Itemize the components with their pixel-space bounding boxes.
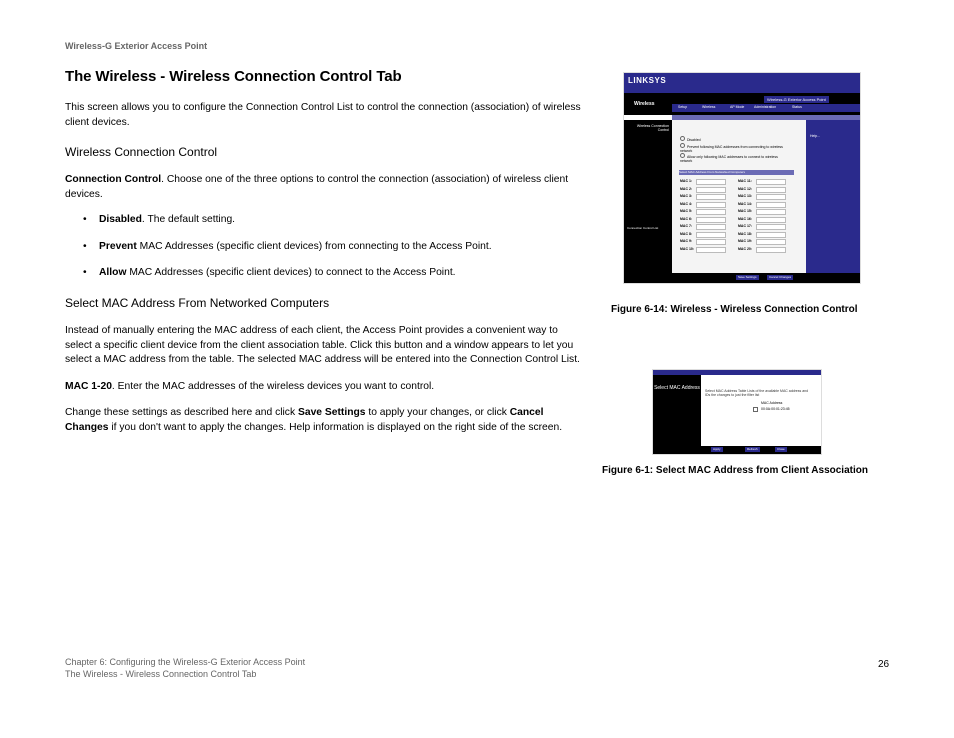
section-title: The Wireless - Wireless Connection Control Tab [65, 68, 402, 85]
running-head: Wireless-G Exterior Access Point [65, 41, 208, 51]
select-line-3: select a MAC address from the table. The selected MAC address will be entered into the Connection Control List. [65, 354, 580, 365]
footer-chapter: Chapter 6: Configuring the Wireless-G Exterior Access Point [65, 657, 306, 667]
bullet-dot: • [83, 241, 87, 252]
change-line-1 [65, 406, 590, 421]
s1-section-name: Wireless [634, 101, 655, 107]
intro-paragraph [65, 101, 590, 130]
mac-input[interactable] [756, 179, 786, 185]
cc-line-2: devices. [65, 188, 103, 200]
s1-tabs [672, 104, 860, 112]
mac-label: MAC 13: [738, 194, 753, 198]
mac-input[interactable] [756, 224, 786, 230]
mac-input[interactable] [696, 217, 726, 223]
mac-label: MAC 15: [738, 209, 753, 213]
mac-label: MAC 16: [738, 216, 753, 221]
mac-label: MAC 5: [680, 209, 693, 213]
page-number: 26 [878, 659, 890, 670]
mac-input[interactable] [756, 187, 786, 193]
mac-label: MAC 18: [738, 231, 753, 236]
s2-apply-button[interactable]: Apply [713, 447, 721, 451]
mac-label: MAC 6: [680, 216, 693, 221]
mac-label: MAC 19: [738, 239, 753, 243]
bullet-text [99, 213, 235, 228]
mac-label: MAC 14: [738, 201, 753, 206]
change-line-2 [65, 421, 590, 436]
mac-input[interactable] [696, 232, 726, 238]
bullet-desc: . The default setting. [141, 214, 236, 225]
intro-line-2: client devices. [65, 116, 130, 128]
s1-cancel-changes-button[interactable]: Cancel Changes [769, 275, 792, 279]
mac-label: MAC 3: [680, 194, 693, 198]
bullet-desc: MAC Addresses (specific client devices) to connect to the Access Point. [126, 267, 456, 278]
change-paragraph [65, 406, 590, 435]
figure-6-14-caption: Figure 6-14: Wireless - Wireless Connection Control [611, 304, 858, 315]
mac-input[interactable] [756, 239, 786, 245]
select-line-2: select a specific client device from the client association table. Click this button and a window appears to let you [65, 339, 574, 351]
connection-control-paragraph [65, 173, 590, 202]
mac-label: MAC 9: [680, 239, 693, 243]
s2-bottom-bar [653, 446, 821, 454]
changes-term: Changes [65, 421, 109, 433]
mac-label: MAC 11: [738, 179, 752, 183]
s2-mac-value: 00:0A:00:01:23:45 [761, 407, 790, 411]
figure-wireless-connection-control-screenshot [623, 72, 861, 284]
mac-label: MAC 8: [680, 231, 693, 236]
bullet-term: Allow [99, 267, 127, 278]
s1-option-allow[interactable]: Allow only following MAC addresses to connect to wireless network [680, 155, 778, 163]
s1-left-panel [624, 120, 672, 273]
mac-term: MAC 1-20 [65, 381, 112, 392]
footer-section: The Wireless - Wireless Connection Control Tab [65, 669, 257, 679]
s2-column-header: MAC Address [761, 401, 783, 405]
s1-left-label: Wireless Connection Control [636, 124, 669, 132]
mac-input[interactable] [696, 202, 726, 208]
s1-tab-admin[interactable]: Administration [754, 105, 777, 109]
cancel-term: Cancel [509, 407, 544, 418]
mac-label: MAC 10: [680, 246, 695, 251]
bullet-dot: • [83, 267, 87, 278]
s1-option-prevent[interactable]: Prevent following MAC addresses from connecting to wireless network [680, 145, 783, 153]
mac-label: MAC 20: [738, 246, 753, 251]
mac-label: MAC 2: [680, 186, 693, 191]
s1-product-name: Wireless-G Exterior Access Point [764, 96, 829, 103]
mac-input[interactable] [696, 247, 726, 253]
mac-input[interactable] [696, 194, 726, 200]
s2-title: Select MAC Address [654, 385, 700, 391]
s1-tab-setup[interactable]: Setup [678, 105, 688, 109]
bullet-text [99, 240, 492, 255]
cc-term: Connection Control [65, 174, 162, 185]
bullet-term: Disabled [99, 214, 142, 225]
mac-input[interactable] [696, 239, 726, 245]
s1-header-bar [624, 73, 860, 93]
mac-input[interactable] [756, 217, 786, 223]
s1-save-settings-button[interactable]: Save Settings [738, 275, 757, 279]
intro-line-1: This screen allows you to configure the Connection Control List to control the connection (association) of wireless [65, 102, 581, 113]
mac-paragraph [65, 380, 590, 395]
mac-label: MAC 12: [738, 186, 753, 191]
figure-select-mac-screenshot [652, 369, 822, 455]
mac-label: MAC 7: [680, 224, 693, 228]
s1-tab-apmode[interactable]: AP Mode [730, 105, 745, 109]
mac-input[interactable] [696, 209, 726, 215]
select-line-1: Instead of manually entering the MAC address of each client, the Access Point provides a convenient way to [65, 325, 558, 336]
mac-label: MAC 4: [680, 201, 693, 206]
cc-text: . Choose one of the three options to control the connection (association) of wireless client [161, 174, 569, 185]
s2-main-panel [701, 375, 821, 447]
subheading-wireless-connection-control: Wireless Connection Control [65, 145, 218, 159]
s1-select-mac-button[interactable]: Select MAC Address From Networked Computers [679, 170, 794, 175]
mac-input[interactable] [756, 232, 786, 238]
mac-label: MAC 17: [738, 224, 753, 228]
mac-input[interactable] [756, 247, 786, 253]
bullet-desc: MAC Addresses (specific client devices) from connecting to the Access Point. [136, 241, 492, 252]
change-post: if you don't want to apply the changes. Help information is displayed on the right side of the screen. [108, 421, 563, 433]
bullet-term: Prevent [99, 241, 137, 252]
change-mid: to apply your changes, or click [365, 407, 510, 418]
linksys-logo: LINKSYS [628, 76, 667, 85]
mac-input[interactable] [756, 194, 786, 200]
figure-6-1-caption: Figure 6-1: Select MAC Address from Client Association [602, 465, 868, 476]
mac-text: . Enter the MAC addresses of the wireless devices you want to control. [111, 381, 435, 392]
bullet-dot: • [83, 214, 87, 225]
s1-help-link[interactable]: Help... [810, 134, 821, 138]
subheading-select-mac: Select MAC Address From Networked Computers [65, 296, 330, 310]
change-pre: Change these settings as described here and click [65, 407, 298, 418]
s2-close-button[interactable]: Close [777, 447, 785, 451]
cc-line-1 [65, 173, 590, 188]
s1-help-panel [806, 120, 860, 273]
bullet-text [99, 266, 456, 281]
mac-input[interactable] [696, 187, 726, 193]
select-mac-paragraph [65, 324, 590, 368]
s1-tab-status[interactable]: Status [792, 105, 802, 109]
mac-input[interactable] [696, 179, 726, 185]
s2-refresh-button[interactable]: Refresh [747, 447, 758, 451]
s2-description: Select MAC Address Table Lists of the available MAC address and IDs the changes to just the filter list [705, 389, 809, 397]
s1-list-label: Connection Control List [627, 226, 659, 230]
s2-left-panel [653, 375, 701, 447]
s1-option-disabled[interactable]: Disabled [680, 136, 701, 142]
mac-input[interactable] [696, 224, 726, 230]
save-settings-term: Save Settings [297, 407, 366, 418]
s1-tab-wireless[interactable]: Wireless [702, 105, 716, 109]
mac-input[interactable] [756, 209, 786, 215]
s2-checkbox[interactable] [753, 407, 758, 412]
mac-label: MAC 1: [680, 179, 693, 183]
mac-input[interactable] [756, 202, 786, 208]
